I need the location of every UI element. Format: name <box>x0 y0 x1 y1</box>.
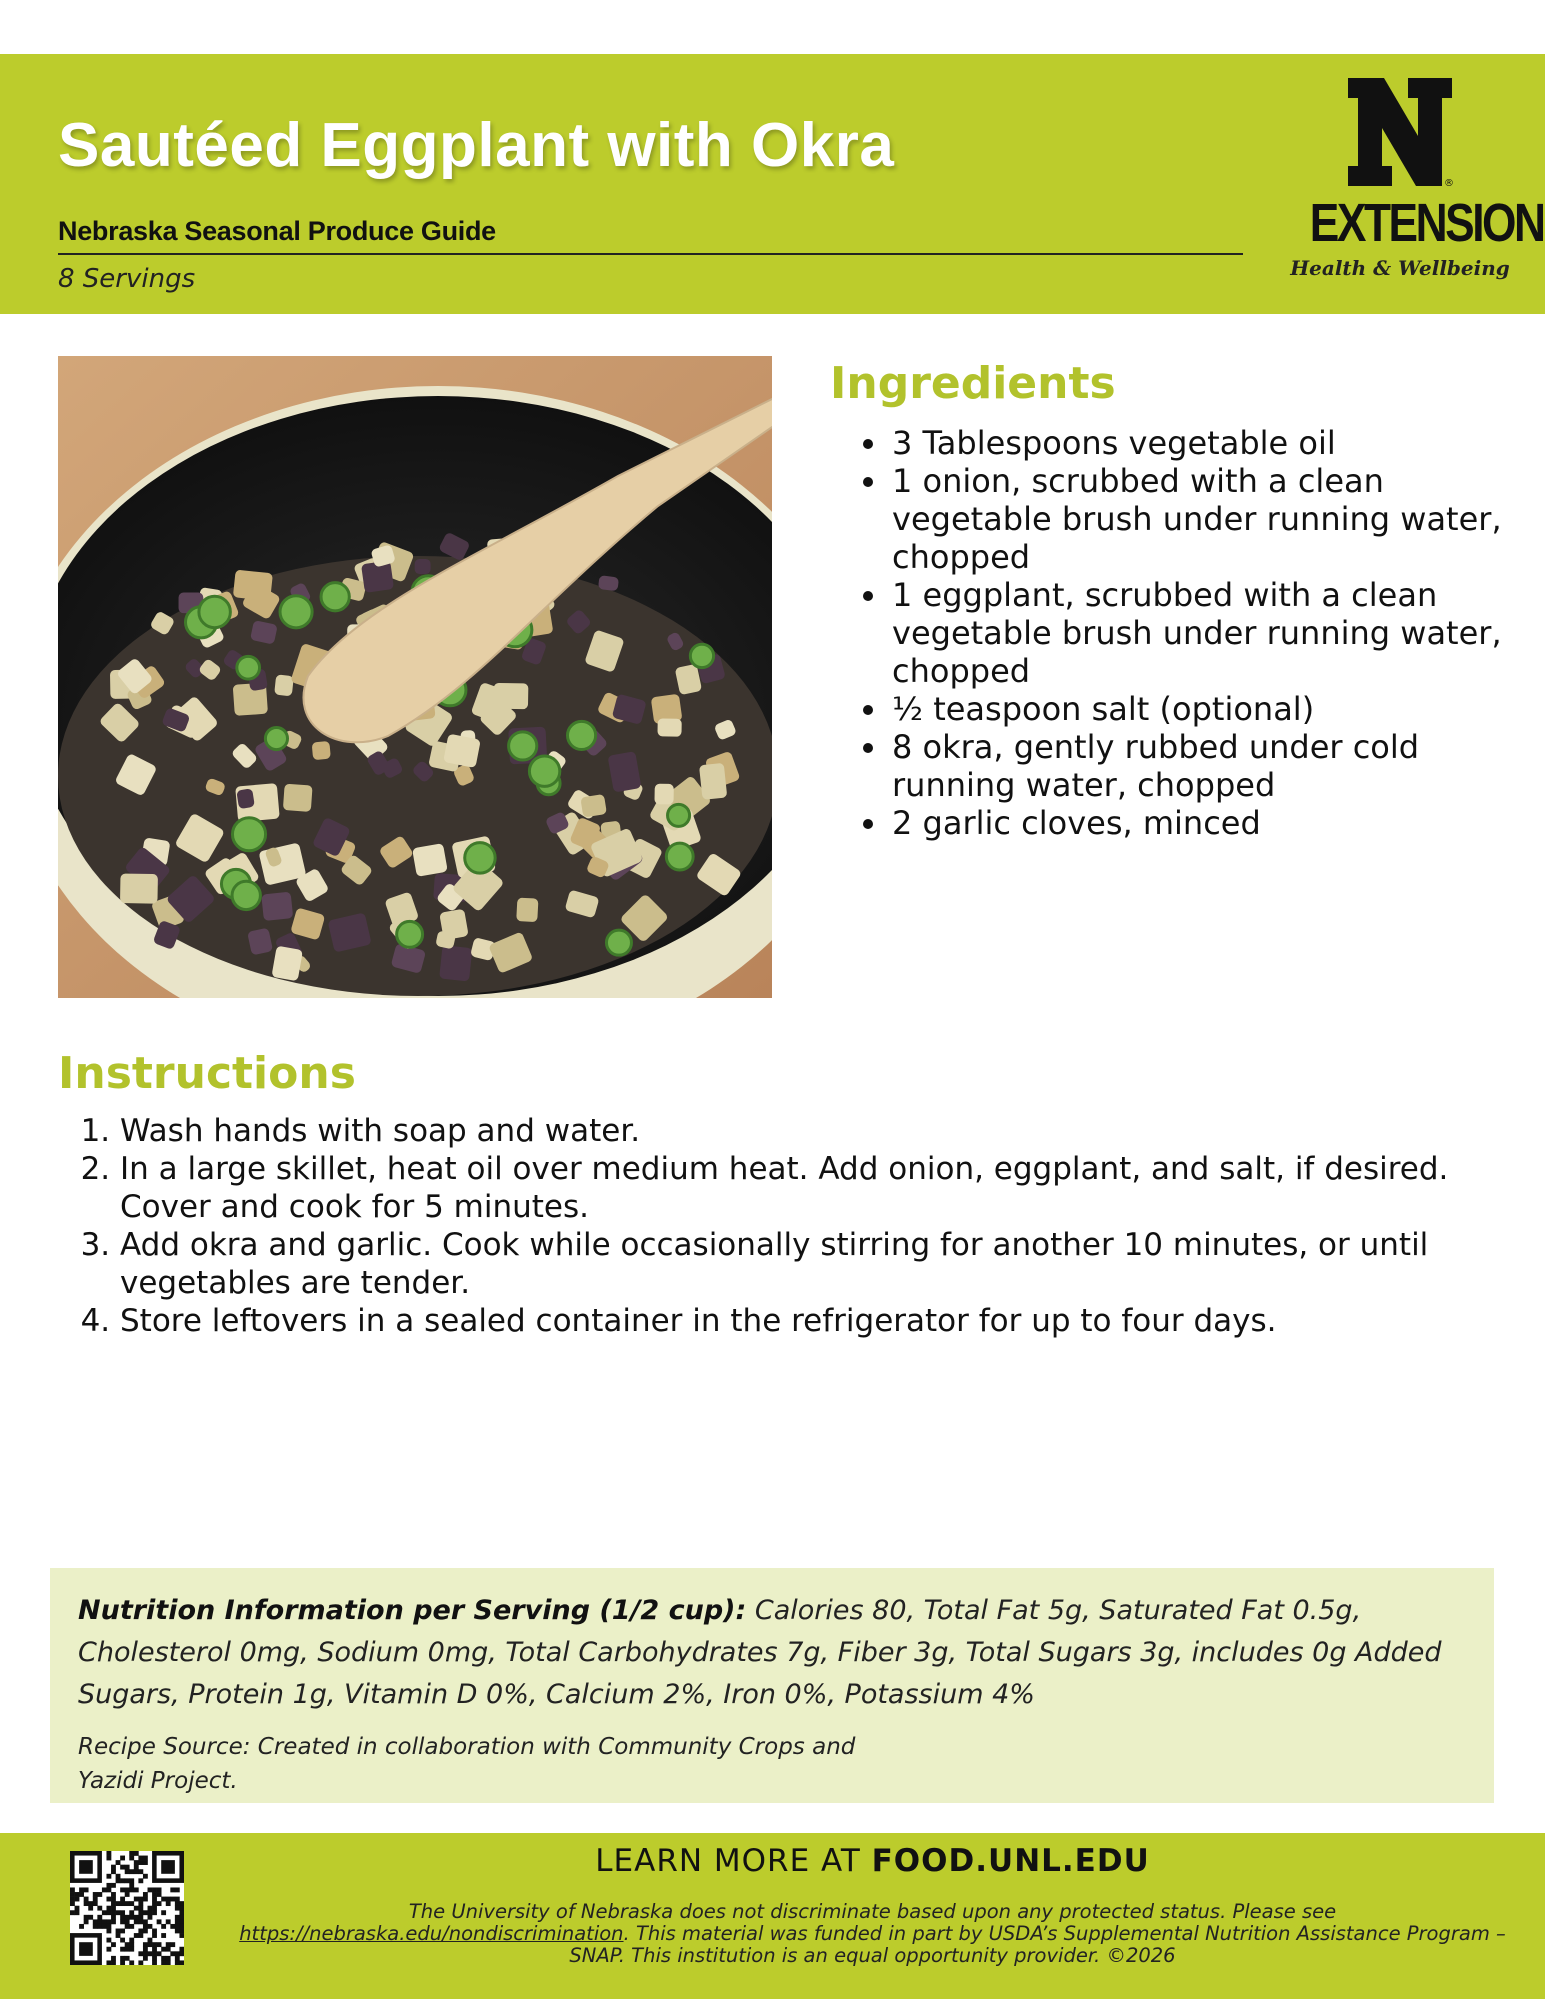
servings-label: 8 Servings <box>58 264 196 294</box>
ingredients-heading: Ingredients <box>830 358 1116 409</box>
learn-more <box>200 1843 1545 1879</box>
ingredients-list <box>858 424 1530 842</box>
logo-extension-text: EXTENSION <box>1309 193 1544 253</box>
guide-subtitle: Nebraska Seasonal Produce Guide <box>58 216 1243 255</box>
header-banner <box>0 54 1545 314</box>
ingredient-item: • 8 okra, gently rubbed under cold running water, chopped <box>890 728 1530 804</box>
ingredient-item: • 3 Tablespoons vegetable oil <box>890 424 1530 462</box>
skillet-illustration <box>58 356 772 998</box>
extension-logo <box>1290 74 1544 280</box>
instruction-step: 3. Add okra and garlic. Cook while occasionally stirring for another 10 minutes, or until vegetables are tender. <box>120 1226 1540 1302</box>
instruction-step: 2. In a large skillet, heat oil over medium heat. Add onion, eggplant, and salt, if desired. Cover and cook for 5 minutes. <box>120 1150 1540 1226</box>
logo-tagline: Health & Wellbeing <box>1290 256 1510 280</box>
nutrition-values: Calories 80, Total Fat 5g, Saturated Fat 0.5g, Cholesterol 0mg, Sodium 0mg, Total Carbohydrates 7g, Fiber 3g, Total Sugars 3g, includes 0g Added Sugars, Protein 1g, Vitamin D 0%, Calcium 2%, Iron 0%, Potassium 4% <box>78 1595 1442 1710</box>
qr-code-icon[interactable] <box>70 1851 184 1965</box>
nutrition-box <box>50 1568 1494 1803</box>
ingredient-item: • ½ teaspoon salt (optional) <box>890 690 1530 728</box>
nondiscrimination-link[interactable]: https://nebraska.edu/nondiscrimination <box>239 1922 624 1945</box>
nebraska-n-logo <box>1344 74 1456 190</box>
learn-more-link[interactable]: FOOD.UNL.EDU <box>871 1843 1150 1879</box>
instruction-step: 4. Store leftovers in a sealed container in the refrigerator for up to four days. <box>120 1302 1540 1340</box>
instruction-step: 1. Wash hands with soap and water. <box>120 1112 1540 1150</box>
legal-text-1: The University of Nebraska does not discriminate based upon any protected status. Please see <box>408 1900 1337 1923</box>
footer-banner <box>0 1833 1545 1999</box>
instructions-heading: Instructions <box>58 1048 356 1099</box>
legal-text-2: . This material was funded in part by USDA’s Supplemental Nutrition Assistance Program – SNAP. This institution is an equal opportunity provider. ©2026 <box>569 1922 1506 1967</box>
nutrition-label: Nutrition Information per Serving (1/2 cup): <box>78 1595 747 1626</box>
learn-more-prefix: LEARN MORE AT <box>595 1843 872 1879</box>
recipe-photo <box>58 356 772 998</box>
legal-notice <box>220 1901 1525 1967</box>
recipe-source: Recipe Source: Created in collaboration with Community Crops and Yazidi Project. <box>78 1734 856 1794</box>
ingredient-item: • 1 eggplant, scrubbed with a clean vegetable brush under running water, chopped <box>890 576 1530 690</box>
ingredient-item: • 2 garlic cloves, minced <box>890 804 1530 842</box>
svg-text:®: ® <box>1444 178 1454 189</box>
ingredient-item: • 1 onion, scrubbed with a clean vegetable brush under running water, chopped <box>890 462 1530 576</box>
page-title: Sautéed Eggplant with Okra <box>58 111 895 180</box>
instructions-list <box>78 1112 1540 1340</box>
nutrition-info <box>78 1590 1466 1716</box>
